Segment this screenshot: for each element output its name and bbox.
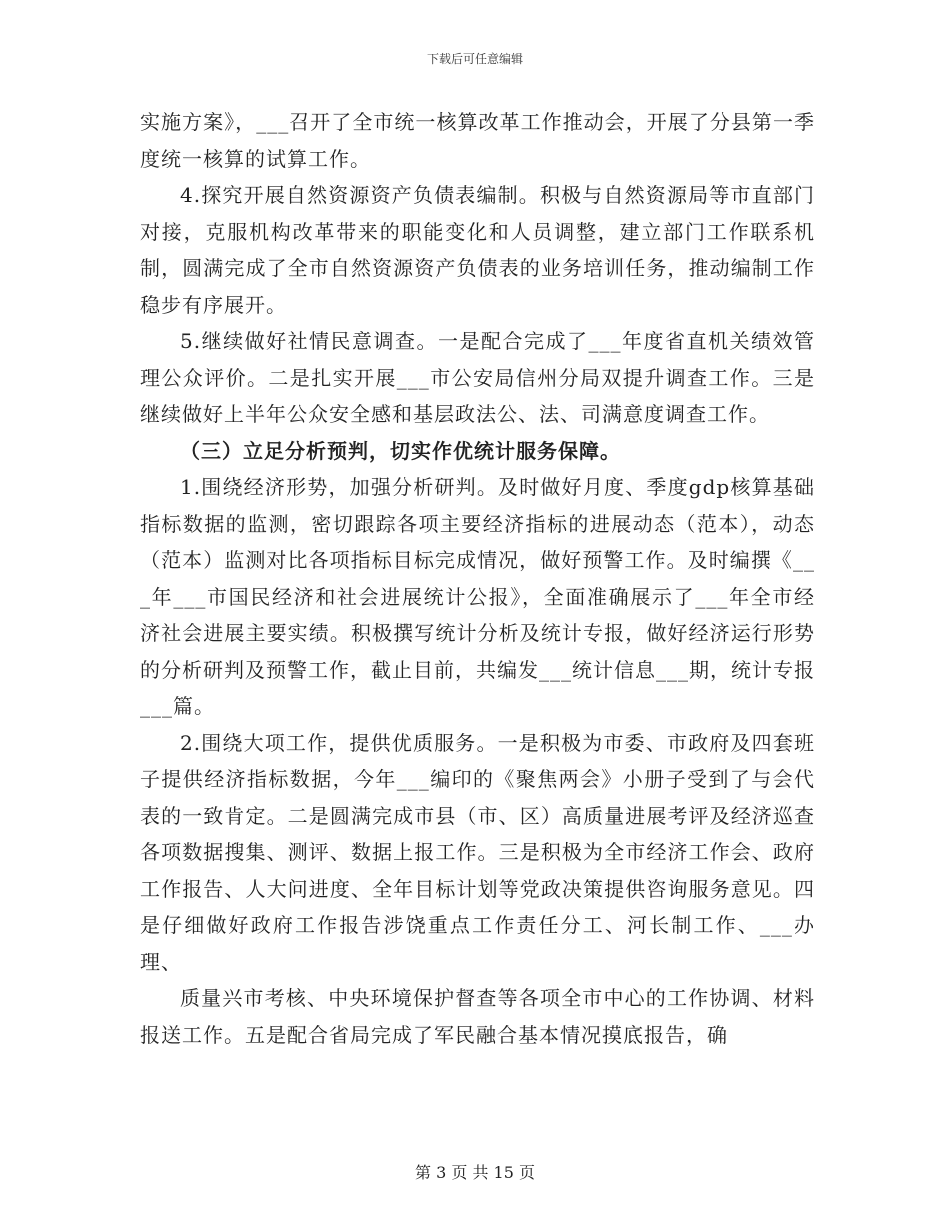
paragraph-continuation: 实施方案》，___召开了全市统一核算改革工作推动会，开展了分县第一季度统一核算的试算工作。: [140, 110, 815, 171]
header-note: 下载后可任意编辑: [426, 52, 523, 66]
paragraph-item-5: 5.继续做好社情民意调查。一是配合完成了___年度省直机关绩效管理公众评价。二是扎实开展___市公安局信州分局双提升调查工作。三是继续做好上半年公众安全感和基层政法公、法、司满意度调查工作。: [140, 329, 815, 426]
paragraph-continued: 质量兴市考核、中央环境保护督查等各项全市中心的工作协调、材料报送工作。五是配合省局完成了军民融合基本情况摸底报告，确: [140, 986, 815, 1047]
paragraph-item-4: 4.探究开展自然资源资产负债表编制。积极与自然资源局等市直部门对接，克服机构改革带来的职能变化和人员调整，建立部门工作联系机制，圆满完成了全市自然资源资产负债表的业务培训任务，推动编制工作稳步有序展开。: [140, 183, 815, 317]
document-body: [140, 104, 815, 1053]
section-heading-3: （三）立足分析预判，切实作优统计服务保障。: [180, 438, 621, 463]
page-number: 第 3 页 共 15 页: [415, 1163, 535, 1182]
paragraph-section3-item-2: 2.围绕大项工作，提供优质服务。一是积极为市委、市政府及四套班子提供经济指标数据，今年___编印的《聚焦两会》小册子受到了与会代表的一致肯定。二是圆满完成市县（市、区）高质量进展考评及经济巡查各项数据搜集、测评、数据上报工作。三是积极为全市经济工作会、政府工作报告、人大问进度、全年目标计划等党政决策提供咨询服务意见。四是仔细做好政府工作报告涉饶重点工作责任分工、河长制工作、___办理、: [140, 730, 815, 974]
paragraph-section3-item-1: 1.围绕经济形势，加强分析研判。及时做好月度、季度gdp核算基础指标数据的监测，密切跟踪各项主要经济指标的进展动态（范本），动态（范本）监测对比各项指标目标完成情况，做好预警工作。及时编撰《___年___市国民经济和社会进展统计公报》，全面准确展示了___年全市经济社会进展主要实绩。积极撰写统计分析及统计专报，做好经济运行形势的分析研判及预警工作，截止目前，共编发___统计信息___期，统计专报___篇。: [140, 475, 815, 718]
